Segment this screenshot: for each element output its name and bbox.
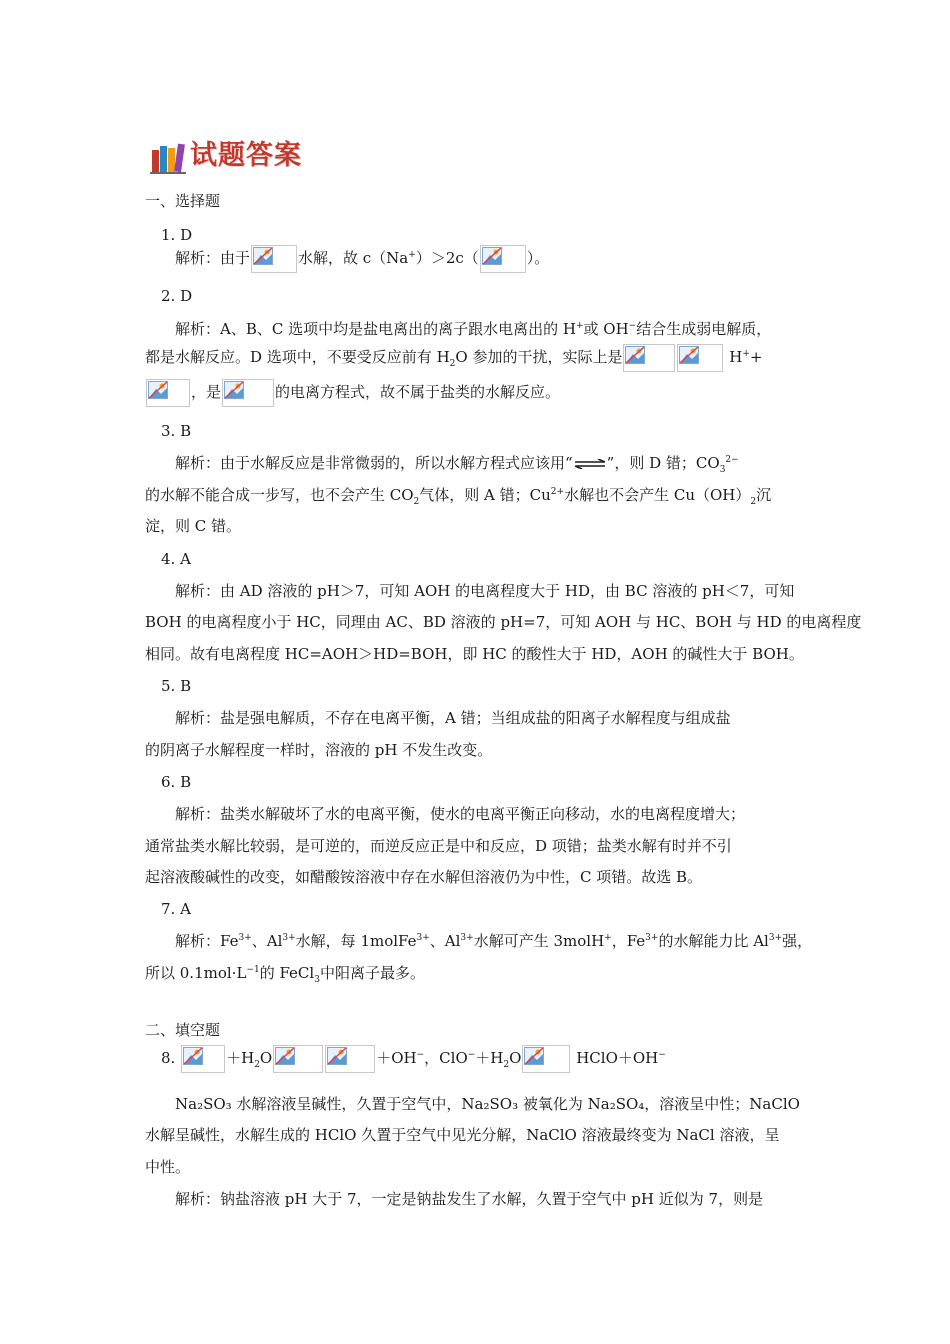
q8-answer-line1: Na₂SO₃ 水解溶液呈碱性，久置于空气中，Na₂SO₃ 被氧化为 Na₂SO₄，溶液呈中性；NaClO bbox=[175, 1095, 800, 1113]
q3-line2: 的水解不能合成一步写，也不会产生 $CO_2$气体，则 A 错；$Cu^{2+}$水解也不会产生 $Cu(OH)_2$沉 bbox=[145, 486, 772, 507]
broken-image-icon bbox=[224, 381, 244, 399]
formula-image bbox=[273, 1045, 323, 1073]
q5-line1: 解析：盐是强电解质，不存在电离平衡，A 错；当组成盐的阳离子水解程度与组成盐 bbox=[175, 709, 731, 727]
formula-image bbox=[522, 1045, 570, 1073]
q6-line2: 通常盐类水解比较弱，是可逆的，而逆反应正是中和反应，D 项错；盐类水解有时并不引 bbox=[145, 837, 732, 855]
q8-answer-line3: 中性。 bbox=[145, 1158, 191, 1176]
books-icon bbox=[150, 140, 188, 176]
page-title: 试题答案 bbox=[190, 140, 302, 171]
q8-equation: 8. $+H_2O$ ＋OH−，$ClO^-+H_2O$ HClO＋OH− bbox=[145, 1043, 831, 1075]
q5-answer: 5. B bbox=[161, 677, 192, 695]
formula-image bbox=[677, 344, 723, 372]
q3-line3: 淀，则 C 错。 bbox=[145, 517, 242, 535]
broken-image-icon bbox=[183, 1047, 203, 1065]
formula-image bbox=[181, 1045, 225, 1073]
q4-answer: 4. A bbox=[161, 550, 191, 568]
q2-line2: 都是水解反应。D 选项中，不要受反应前有 $H_2O$ 参加的干扰，实际上是 H++ bbox=[145, 342, 815, 374]
q6-line1: 解析：盐类水解破坏了水的电离平衡，使水的电离平衡正向移动，水的电离程度增大； bbox=[175, 805, 746, 823]
broken-image-icon bbox=[524, 1047, 544, 1065]
q7-line1: 解析：$Fe^{3+}$、$Al^{3+}$水解，每 1molFe$^{3+}$、$Al^{3+}$水解可产生 3molH+，$Fe^{3+}$的水解能力比 $Al^{3+}$强， bbox=[175, 932, 813, 950]
q2-line1: 解析：A、B、C 选项中均是盐电离出的离子跟水电离出的 H+或 OH−结合生成弱电解质， bbox=[175, 320, 772, 338]
q4-line2: BOH 的电离程度小于 HC，同理由 AC、BD 溶液的 pH=7，可知 AOH 与 HC、BOH 与 HD 的电离程度 bbox=[145, 613, 862, 631]
q7-line2: 所以 $0.1mol\cdot L^{-1}$的 FeCl$_3$中阳离子最多。 bbox=[145, 964, 425, 985]
formula-image bbox=[222, 379, 274, 407]
q4-line3: 相同。故有电离程度 HC=AOH＞HD=BOH，即 HC 的酸性大于 HD，AOH 的碱性大于 BOH。 bbox=[145, 645, 804, 663]
q5-line2: 的阴离子水解程度一样时，溶液的 pH 不发生改变。 bbox=[145, 741, 493, 759]
broken-image-icon bbox=[482, 247, 502, 265]
q6-answer: 6. B bbox=[161, 773, 192, 791]
q1-answer: 1. D bbox=[161, 226, 193, 244]
q4-line1: 解析：由 AD 溶液的 pH＞7，可知 AOH 的电离程度大于 HD，由 BC 溶液的 pH＜7，可知 bbox=[175, 582, 795, 600]
q7-answer: 7. A bbox=[161, 900, 191, 918]
q3-line1: 解析：由于水解反应是非常微弱的，所以水解方程式应该用“ ”，则 D 错；$CO_3^{2-}$ bbox=[175, 454, 739, 475]
q2-line3: ，是 的电离方程式，故不属于盐类的水解反应。 bbox=[145, 377, 815, 409]
section-title-fill: 二、填空题 bbox=[145, 1021, 221, 1039]
broken-image-icon bbox=[327, 1047, 347, 1065]
equilibrium-arrow-icon bbox=[573, 459, 607, 469]
q1-explanation: 解析：由于 水解，故 c（Na+）＞2c（ ）。 bbox=[145, 243, 845, 275]
formula-image bbox=[146, 379, 190, 407]
q8-answer-line2: 水解呈碱性，水解生成的 HClO 久置于空气中见光分解，NaClO 溶液最终变为 NaCl 溶液，呈 bbox=[145, 1126, 780, 1144]
formula-image bbox=[251, 245, 297, 273]
broken-image-icon bbox=[275, 1047, 295, 1065]
header-logo bbox=[150, 136, 325, 176]
broken-image-icon bbox=[148, 381, 168, 399]
q3-answer: 3. B bbox=[161, 422, 192, 440]
broken-image-icon bbox=[625, 346, 645, 364]
broken-image-icon bbox=[679, 346, 699, 364]
broken-image-icon bbox=[253, 247, 273, 265]
formula-image bbox=[480, 245, 526, 273]
section-title-choice: 一、选择题 bbox=[145, 192, 221, 210]
formula-image bbox=[623, 344, 675, 372]
q2-answer: 2. D bbox=[161, 287, 193, 305]
formula-image bbox=[325, 1045, 375, 1073]
q8-explanation: 解析：钠盐溶液 pH 大于 7，一定是钠盐发生了水解，久置于空气中 pH 近似为 7，则是 bbox=[175, 1190, 764, 1208]
q6-line3: 起溶液酸碱性的改变，如醋酸铵溶液中存在水解但溶液仍为中性，C 项错。故选 B。 bbox=[145, 868, 703, 886]
